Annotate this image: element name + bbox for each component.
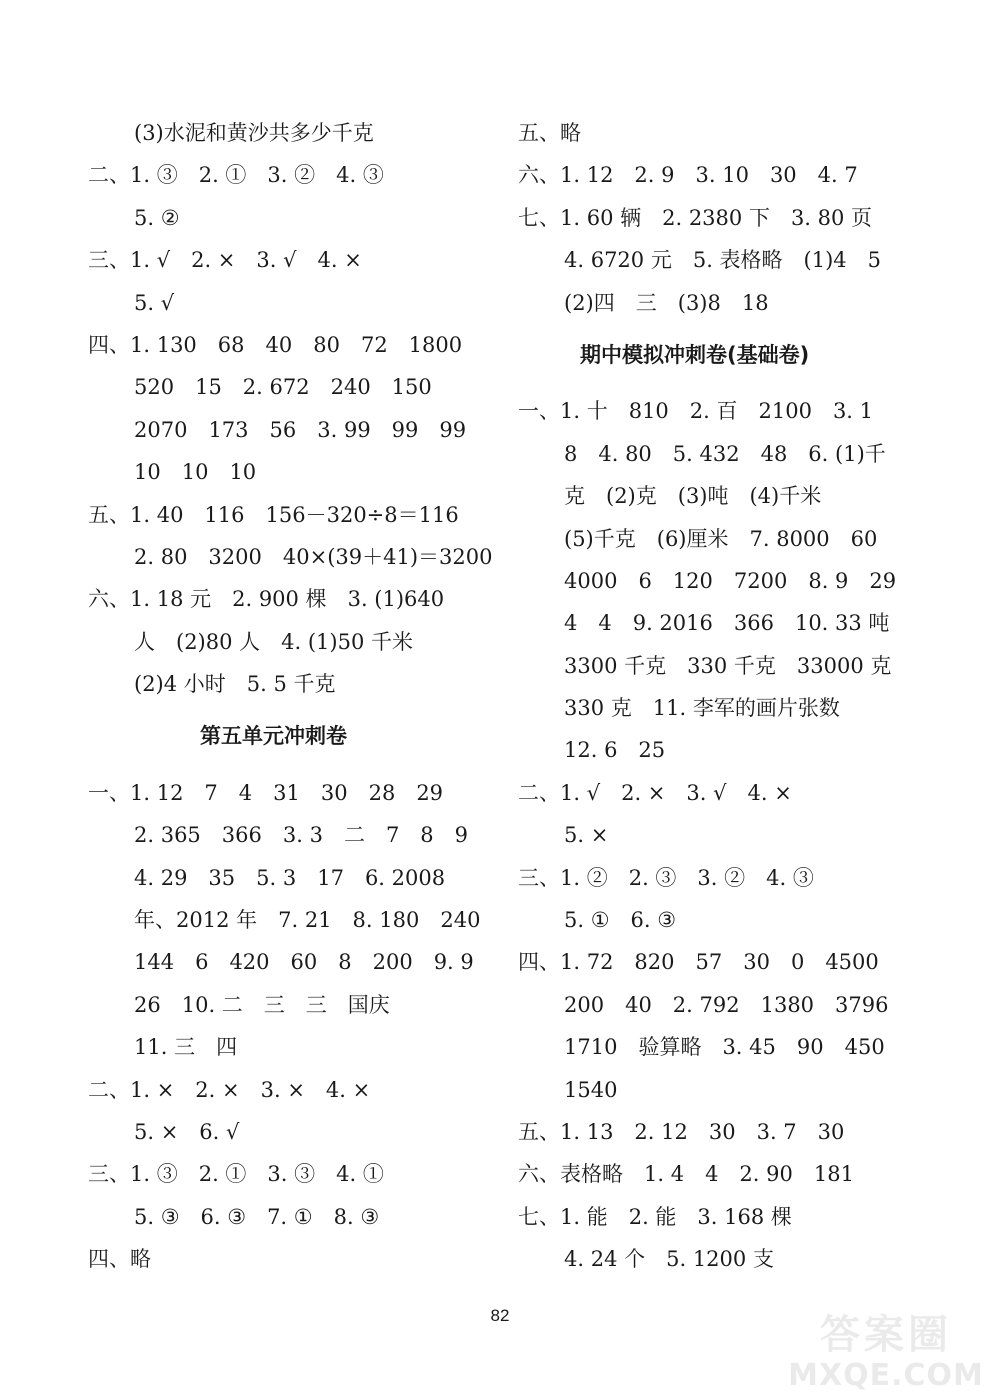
answer-line: 四、1. 72 820 57 30 0 4500 [518, 950, 879, 975]
answer-line: 26 10. 二 三 三 国庆 [134, 992, 390, 1017]
answer-line: 5. ③ 6. ③ 7. ① 8. ③ [134, 1204, 380, 1229]
answer-line: 四、1. 130 68 40 80 72 1800 [88, 332, 463, 357]
answer-line: 5. ① 6. ③ [564, 908, 677, 933]
watermark-text: 答案圈 [820, 1312, 952, 1358]
answer-line: 五、1. 40 116 156－320÷8＝116 [88, 502, 459, 527]
watermark-logo [786, 1303, 986, 1393]
answer-line: 4. 6720 元 5. 表格略 (1)4 5 [564, 248, 882, 273]
right-column [518, 112, 918, 1281]
answer-line: 330 克 11. 李军的画片张数 [564, 696, 840, 721]
answer-line: (2)四 三 (3)8 18 [564, 290, 769, 315]
answer-line: 人 (2)80 人 4. (1)50 千米 [134, 629, 413, 654]
answer-line: 5. × 6. √ [134, 1119, 240, 1144]
answer-line: 1710 验算略 3. 45 90 450 [564, 1035, 885, 1060]
section-title: 第五单元冲刺卷 [200, 724, 347, 749]
answer-line: 二、1. × 2. × 3. × 4. × [88, 1077, 371, 1102]
answer-line: 10 10 10 [134, 460, 257, 485]
answer-line: 12. 6 25 [564, 738, 666, 763]
answer-line: 8 4. 80 5. 432 48 6. (1)千 [564, 441, 886, 466]
answer-line: 4. 29 35 5. 3 17 6. 2008 [134, 865, 446, 890]
answer-line: 六、表格略 1. 4 4 2. 90 181 [518, 1162, 854, 1187]
answer-line: 六、1. 18 元 2. 900 棵 3. (1)640 [88, 587, 445, 612]
answer-line: 一、1. 十 810 2. 百 2100 3. 1 [518, 399, 874, 424]
answer-line: (5)千克 (6)厘米 7. 8000 60 [564, 526, 878, 551]
answer-line: 三、1. √ 2. × 3. √ 4. × [88, 248, 362, 273]
page-number: 82 [490, 1306, 510, 1325]
answer-line: 520 15 2. 672 240 150 [134, 375, 432, 400]
answer-line: 4000 6 120 7200 8. 9 29 [564, 568, 897, 593]
answer-line: 3300 千克 330 千克 33000 克 [564, 653, 892, 678]
answer-line: 2. 80 3200 40×(39＋41)＝3200 [134, 544, 493, 569]
answer-line: 三、1. ② 2. ③ 3. ② 4. ③ [518, 865, 814, 890]
answer-line: (3)水泥和黄沙共多少千克 [134, 121, 374, 145]
answer-line: 11. 三 四 [134, 1035, 238, 1060]
answer-line: 5. × [564, 823, 609, 848]
answer-line: 六、1. 12 2. 9 3. 10 30 4. 7 [518, 163, 858, 188]
answer-line: 5. √ [134, 290, 175, 315]
answer-line: 五、1. 13 2. 12 30 3. 7 30 [518, 1119, 845, 1144]
answer-line: 144 6 420 60 8 200 9. 9 [134, 950, 474, 975]
answer-line: 四、略 [88, 1247, 151, 1272]
answer-line: 2070 173 56 3. 99 99 99 [134, 417, 467, 442]
answer-line: 4 4 9. 2016 366 10. 33 吨 [564, 611, 890, 636]
answer-line: 2. 365 366 3. 3 二 7 8 9 [134, 823, 469, 848]
left-column [88, 112, 493, 1281]
answer-line: (2)4 小时 5. 5 千克 [134, 672, 336, 697]
answer-line: 一、1. 12 7 4 31 30 28 29 [88, 780, 444, 805]
answer-line: 五、略 [518, 121, 581, 145]
answer-line: 1540 [564, 1077, 618, 1102]
answer-line: 克 (2)克 (3)吨 (4)千米 [564, 484, 822, 509]
answer-line: 二、1. ③ 2. ① 3. ② 4. ③ [88, 163, 384, 188]
answer-line: 200 40 2. 792 1380 3796 [564, 992, 889, 1017]
answer-line: 二、1. √ 2. × 3. √ 4. × [518, 780, 792, 805]
answer-line: 4. 24 个 5. 1200 支 [564, 1247, 774, 1272]
section-title: 期中模拟冲刺卷(基础卷) [580, 342, 810, 367]
answer-line: 年、2012 年 7. 21 8. 180 240 [134, 908, 481, 933]
watermark-url: MXQE.COM [788, 1358, 984, 1393]
answer-line: 七、1. 60 辆 2. 2380 下 3. 80 页 [518, 205, 873, 230]
answer-line: 七、1. 能 2. 能 3. 168 棵 [518, 1204, 792, 1229]
answer-line: 三、1. ③ 2. ① 3. ③ 4. ① [88, 1162, 384, 1187]
answer-line: 5. ② [134, 205, 180, 230]
